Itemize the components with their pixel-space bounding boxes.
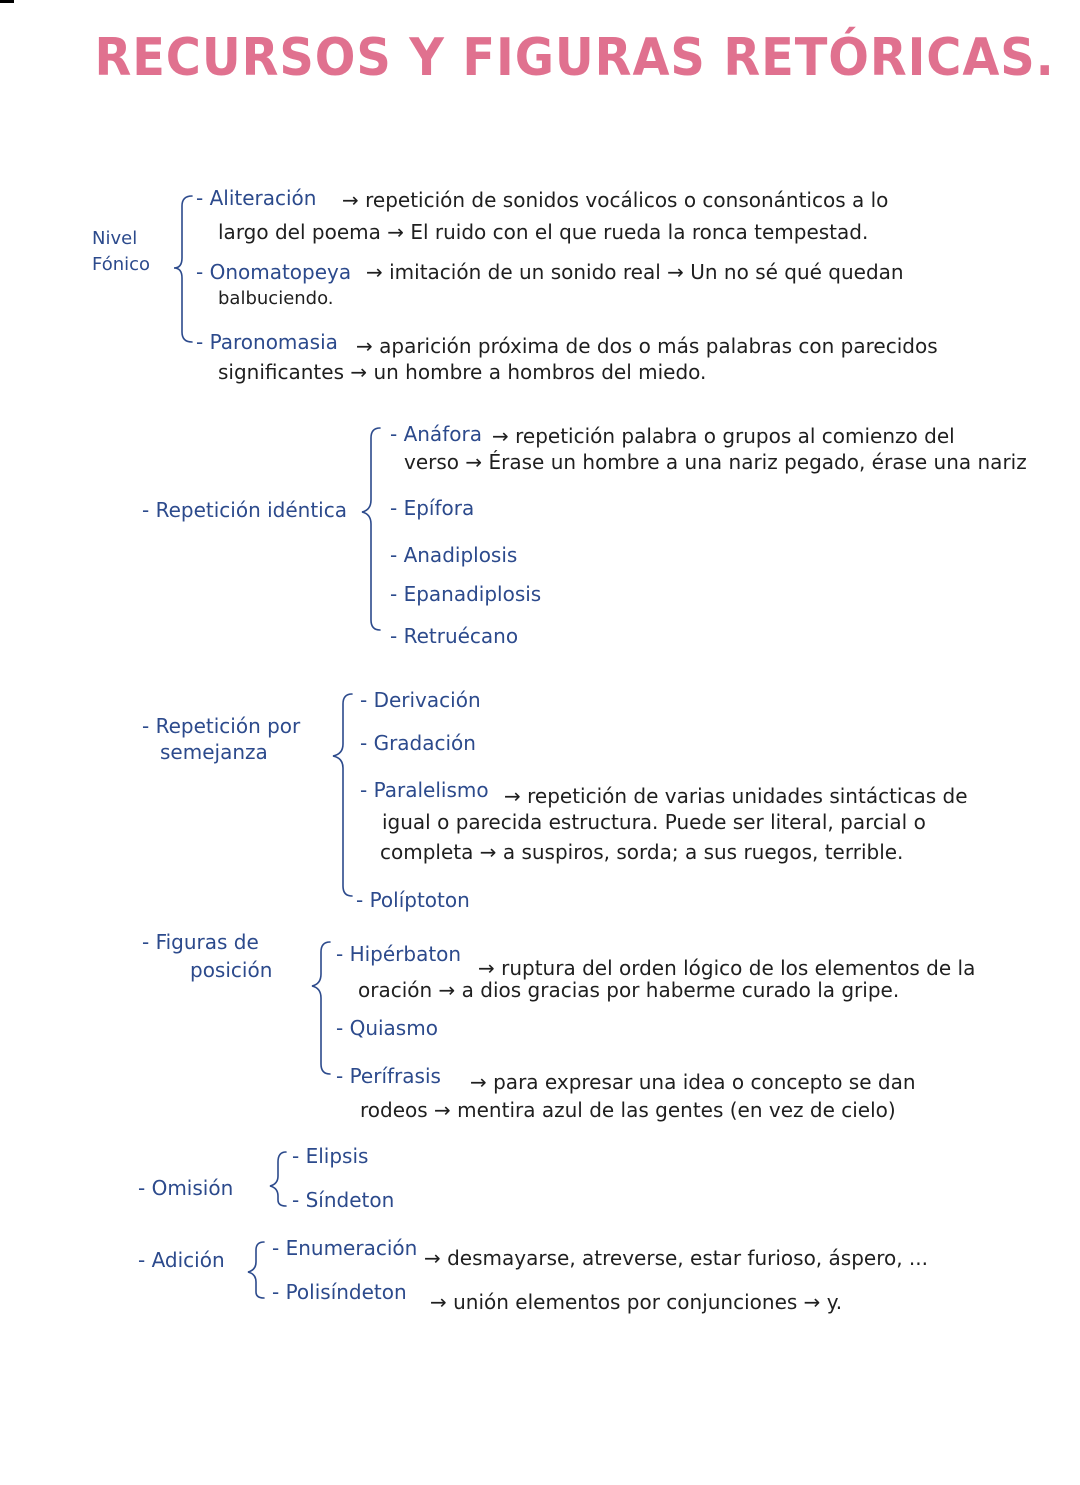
enumeracion-desc: → desmayarse, atreverse, estar furioso, áspero, ... [424, 1246, 929, 1270]
brace-omision [270, 1152, 286, 1206]
repeticion-semejanza-label-line1: - Repetición por [142, 714, 301, 738]
onomatopeya-term: - Onomatopeya [196, 260, 352, 284]
brace-repeticion-identica [362, 428, 380, 630]
aliteracion-example: largo del poema → El ruido con el que rueda la ronca tempestad. [218, 220, 869, 244]
perifrasis-term: - Perífrasis [336, 1064, 441, 1088]
anadiplosis-item: - Anadiplosis [390, 543, 518, 567]
onomatopeya-desc: → imitación de un sonido real → Un no sé qué quedan [366, 260, 904, 284]
paralelismo-term: - Paralelismo [360, 778, 489, 802]
enumeracion-term: - Enumeración [272, 1236, 418, 1260]
nivel-fonico-label-line1: Nivel [92, 228, 138, 249]
epifora-item: - Epífora [390, 496, 475, 520]
polisindeton-desc: → unión elementos por conjunciones → y. [430, 1290, 843, 1314]
anafora-desc: → repetición palabra o grupos al comienzo del [492, 424, 955, 448]
adicion-label: - Adición [138, 1248, 225, 1272]
polisindeton-term: - Polisíndeton [272, 1280, 407, 1304]
anafora-example: verso → Érase un hombre a una nariz pegado, érase una nariz [404, 450, 1027, 474]
figuras-posicion-label-line2: posición [190, 958, 273, 982]
perifrasis-desc: → para expresar una idea o concepto se dan [470, 1070, 916, 1094]
epanadiplosis-item: - Epanadiplosis [390, 582, 542, 606]
gradacion-item: - Gradación [360, 731, 476, 755]
paronomasia-example: significantes → un hombre a hombros del miedo. [218, 360, 707, 384]
hiperbaton-term: - Hipérbaton [336, 942, 462, 966]
paralelismo-desc-line2: igual o parecida estructura. Puede ser literal, parcial o [382, 810, 926, 834]
sindeton-item: - Síndeton [292, 1188, 395, 1212]
paronomasia-desc: → aparición próxima de dos o más palabras con parecidos [356, 334, 938, 358]
repeticion-identica-label: - Repetición idéntica [142, 498, 347, 522]
brace-nivel-fonico [174, 196, 192, 342]
onomatopeya-example: balbuciendo. [218, 288, 334, 309]
figuras-posicion-label-line1: - Figuras de [142, 930, 259, 954]
omision-label: - Omisión [138, 1176, 234, 1200]
derivacion-item: - Derivación [360, 688, 481, 712]
paronomasia-term: - Paronomasia [196, 330, 338, 354]
anafora-term: - Anáfora [390, 422, 482, 446]
retruecano-item: - Retruécano [390, 624, 519, 648]
paralelismo-example: completa → a suspiros, sorda; a sus ruegos, terrible. [380, 840, 904, 864]
poliptoton-item: - Políptoton [356, 888, 470, 912]
page-title: RECURSOS Y FIGURAS RETÓRICAS. [94, 28, 1055, 88]
elipsis-item: - Elipsis [292, 1144, 369, 1168]
nivel-fonico-label-line2: Fónico [92, 254, 151, 275]
repeticion-semejanza-label-line2: semejanza [160, 740, 268, 764]
hiperbaton-desc: → ruptura del orden lógico de los elementos de la [478, 956, 976, 980]
paralelismo-desc: → repetición de varias unidades sintácticas de [504, 784, 968, 808]
hiperbaton-example: oración → a dios gracias por haberme curado la gripe. [358, 978, 900, 1002]
perifrasis-example: rodeos → mentira azul de las gentes (en vez de cielo) [360, 1098, 896, 1122]
quiasmo-item: - Quiasmo [336, 1016, 438, 1040]
brace-adicion [248, 1242, 264, 1298]
brace-figuras-posicion [312, 942, 330, 1074]
aliteracion-term: - Aliteración [196, 186, 317, 210]
brace-repeticion-semejanza [333, 694, 352, 896]
aliteracion-desc: → repetición de sonidos vocálicos o consonánticos a lo [342, 188, 889, 212]
